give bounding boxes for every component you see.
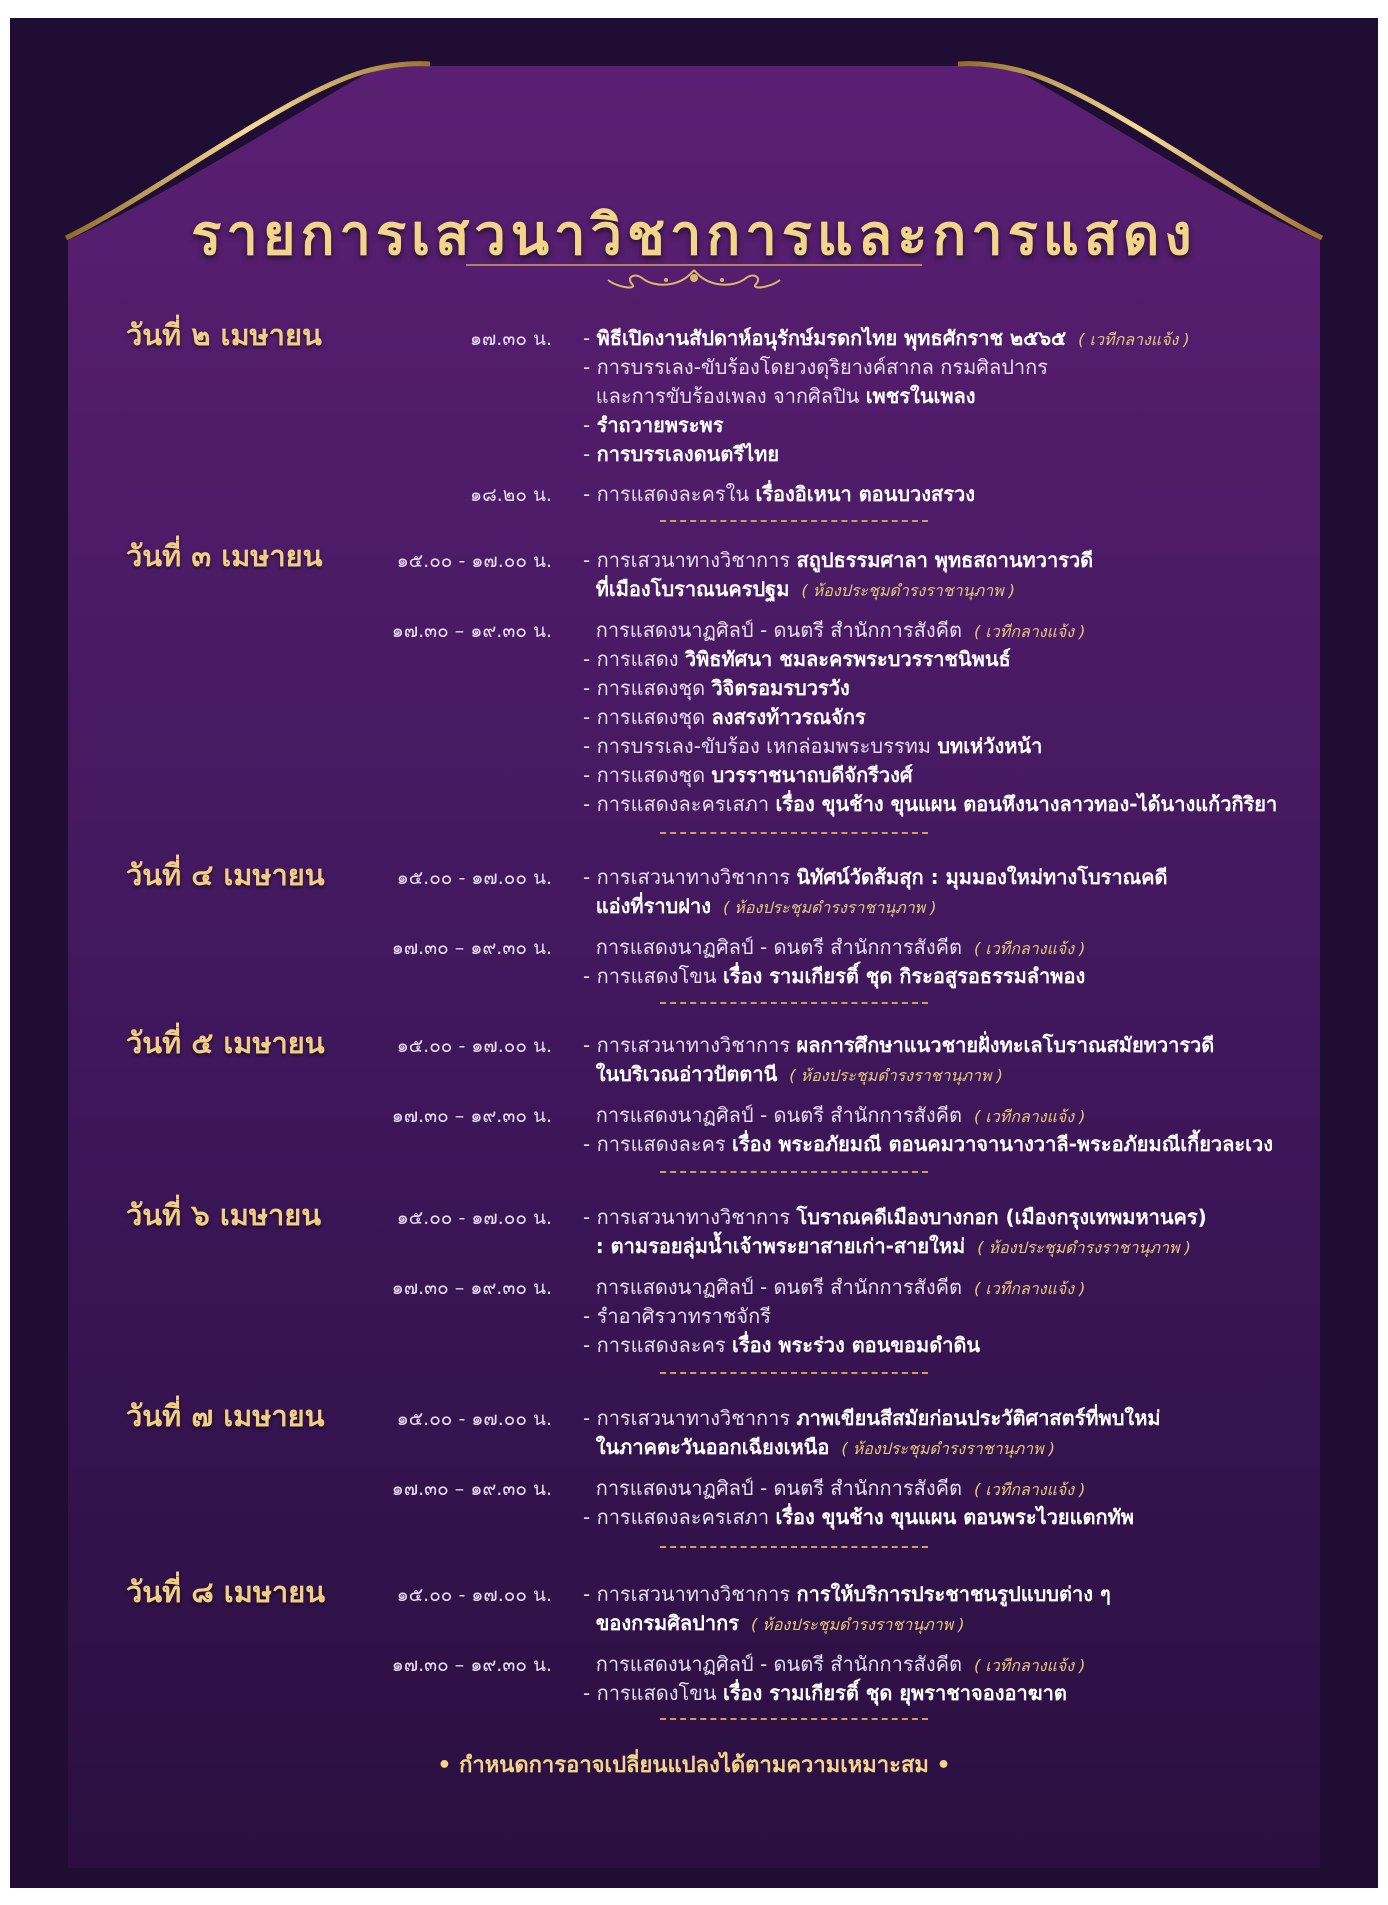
ornament-divider [466,258,922,294]
item-highlight: เรื่อง รามเกียรติ์ ชุด กิระอสูรอธรรมลำพอง [722,964,1086,988]
item-text: การเสวนาทางวิชาการ [596,1205,791,1229]
item-text: การเสวนาทางวิชาการ [596,548,791,572]
item-bullet: - [583,1333,597,1357]
item-bullet: - [583,1582,597,1606]
program-item [583,1677,1067,1709]
item-bullet [583,1062,596,1086]
program-item [583,1230,1191,1262]
venue-label: ( ห้องประชุมดำรงราชานุภาพ ) [977,1238,1191,1257]
venue-label: ( เวทีกลางแจ้ง ) [973,1656,1086,1675]
item-bullet: - [583,865,597,889]
venue-label: ( ห้องประชุมดำรงราชานุภาพ ) [750,1615,965,1634]
item-text: การแสดงนาฏศิลป์ - ดนตรี สำนักการสังคีต [595,1652,962,1676]
dashed-separator [660,1546,928,1548]
program-item [583,643,1011,675]
program-item [583,1300,771,1332]
item-bullet [583,1611,596,1635]
item-text: การแสดงชุด [596,676,706,700]
session-time: ๑๘.๒๐ น. [470,484,552,506]
item-bullet [583,577,596,601]
item-highlight: ในบริเวณอ่าวปัตตานี [595,1062,778,1086]
item-bullet: - [583,734,597,758]
venue-label: ( ห้องประชุมดำรงราชานุภาพ ) [841,1439,1055,1458]
program-item [583,1329,980,1361]
item-text: การเสวนาทางวิชาการ [596,865,791,889]
program-item [583,1578,1111,1610]
item-highlight: เรื่อง พระอภัยมณี ตอนคมวาจานางวาลี-พระอภัยมณีเกี้ยวละเวง [732,1132,1273,1156]
item-bullet: - [583,792,597,816]
item-highlight: รำถวายพระพร [596,413,724,437]
day-heading: วันที่ ๒ เมษายน [126,318,322,352]
session-time: ๑๗.๓๐ – ๑๙.๓๐ น. [391,1478,552,1500]
day-heading: วันที่ ๔ เมษายน [126,858,325,892]
item-highlight: นิทัศน์วัดส้มสุก : มุมมองใหม่ทางโบราณคดี [796,865,1168,889]
session-time: ๑๕.๐๐ - ๑๗.๐๐ น. [396,867,552,889]
program-item [583,1201,1207,1233]
venue-label: ( เวทีกลางแจ้ง ) [973,622,1086,641]
item-text: การแสดงโขน [596,1681,717,1705]
program-item [583,1099,1085,1131]
item-highlight: ในภาคตะวันออกเฉียงเหนือ [595,1435,830,1459]
item-highlight: วิจิตรอมรบวรวัง [711,676,850,700]
item-highlight: เพชรในเพลง [865,384,976,408]
dashed-separator [660,520,928,522]
session-time: ๑๗.๓๐ น. [469,328,552,350]
item-bullet: - [583,355,597,379]
program-item [583,890,937,922]
program-item [583,1029,1214,1061]
item-bullet: - [583,1033,597,1057]
venue-label: ( เวทีกลางแจ้ง ) [1078,330,1190,349]
program-item [583,380,976,412]
item-highlight: แอ่งที่ราบฝาง [595,894,711,918]
item-bullet [583,1234,596,1258]
session-time: ๑๕.๐๐ - ๑๗.๐๐ น. [396,550,552,572]
program-item [583,1128,1273,1160]
item-bullet: - [583,482,597,506]
venue-label: ( ห้องประชุมดำรงราชานุภาพ ) [722,898,937,917]
program-item [583,1431,1055,1463]
item-text: การแสดงละครเสภา [596,1505,770,1529]
dashed-separator [660,832,928,834]
dashed-separator [660,1718,928,1720]
item-text: การเสวนาทางวิชาการ [596,1033,791,1057]
item-bullet [583,384,596,408]
item-text: การบรรเลง-ขับร้องโดยวงดุริยางค์สากล กรมศิลปากร [596,355,1048,379]
footer-note: • กำหนดการอาจเปลี่ยนแปลงได้ตามความเหมาะสม • [437,1753,951,1778]
item-text: การแสดงชุด [596,705,706,729]
item-text: การแสดงละครเสภา [596,792,770,816]
program-item [583,614,1085,646]
item-highlight: ของกรมศิลปากร [595,1611,739,1635]
item-text: การเสวนาทางวิชาการ [596,1406,791,1430]
session-time: ๑๕.๐๐ - ๑๗.๐๐ น. [396,1408,552,1430]
program-item [583,759,913,791]
item-bullet [583,618,596,642]
item-bullet: - [583,1505,597,1529]
venue-label: ( เวทีกลางแจ้ง ) [973,1107,1086,1126]
item-text: การแสดง [596,647,679,671]
day-heading: วันที่ ๕ เมษายน [126,1026,325,1060]
program-item [583,931,1085,963]
item-highlight: การให้บริการประชาชนรูปแบบต่าง ๆ [796,1582,1111,1606]
item-bullet: - [583,413,597,437]
session-time: ๑๕.๐๐ - ๑๗.๐๐ น. [396,1207,552,1229]
day-heading: วันที่ ๓ เมษายน [126,539,323,573]
program-item [583,351,1048,383]
item-text: การบรรเลง-ขับร้อง เหกล่อมพระบรรทม [596,734,931,758]
program-item [583,1607,965,1639]
program-item [583,1402,1161,1434]
day-heading: วันที่ ๖ เมษายน [126,1198,322,1232]
session-time: ๑๕.๐๐ - ๑๗.๐๐ น. [396,1584,552,1606]
item-text: การแสดงละคร [596,1333,726,1357]
item-bullet: - [583,1406,597,1430]
item-bullet [583,1435,596,1459]
program-item [583,960,1085,992]
program-item [583,1648,1085,1680]
program-item [583,409,723,441]
program-item [583,672,850,704]
program-item [583,730,1042,762]
item-highlight: ลงสรงท้าวรณจักร [711,705,866,729]
item-bullet: - [583,326,597,350]
item-bullet: - [583,1205,597,1229]
item-text: และการขับร้องเพลง จากศิลปิน [595,384,860,408]
venue-label: ( เวทีกลางแจ้ง ) [973,1480,1086,1499]
session-time: ๑๗.๓๐ – ๑๙.๓๐ น. [391,620,552,642]
program-item [583,1058,1003,1090]
item-highlight: ภาพเขียนสีสมัยก่อนประวัติศาสตร์ที่พบใหม่ [796,1406,1161,1430]
venue-label: ( เวทีกลางแจ้ง ) [973,939,1086,958]
session-time: ๑๗.๓๐ – ๑๙.๓๐ น. [391,1654,552,1676]
program-item [583,573,1015,605]
program-item [583,788,1277,820]
item-highlight: บทเห่วังหน้า [937,734,1043,758]
item-text: การแสดงนาฏศิลป์ - ดนตรี สำนักการสังคีต [595,1476,962,1500]
program-item [583,861,1168,893]
item-highlight: เรื่อง ขุนช้าง ขุนแผน ตอนหึงนางลาวทอง-ได้นางแก้วกิริยา [775,792,1278,816]
item-highlight: พิธีเปิดงานสัปดาห์อนุรักษ์มรดกไทย พุทธศักราช ๒๕๖๕ [596,326,1067,350]
program-item [583,544,1093,576]
item-highlight: วิพิธทัศนา ชมละครพระบวรราชนิพนธ์ [684,647,1011,671]
item-text: การแสดงนาฏศิลป์ - ดนตรี สำนักการสังคีต [595,1275,962,1299]
item-bullet: - [583,676,597,700]
day-heading: วันที่ ๗ เมษายน [126,1399,325,1433]
item-highlight: บวรราชนาถบดีจักรีวงศ์ [711,763,913,787]
item-highlight: ที่เมืองโบราณนครปฐม [595,577,790,601]
item-bullet [583,1103,596,1127]
program-item [583,322,1190,354]
program-item [583,478,975,510]
item-bullet [583,894,596,918]
item-text: การแสดงละครใน [596,482,750,506]
page-title: รายการเสวนาวิชาการและการแสดง [191,202,1197,268]
venue-label: ( ห้องประชุมดำรงราชานุภาพ ) [801,581,1015,600]
session-time: ๑๗.๓๐ – ๑๙.๓๐ น. [391,1277,552,1299]
item-bullet: - [583,1304,597,1328]
venue-label: ( ห้องประชุมดำรงราชานุภาพ ) [789,1066,1003,1085]
item-text: การแสดงนาฏศิลป์ - ดนตรี สำนักการสังคีต [595,935,962,959]
item-highlight: การบรรเลงดนตรีไทย [596,442,780,466]
item-highlight: โบราณคดีเมืองบางกอก (เมืองกรุงเทพมหานคร) [796,1205,1207,1229]
item-bullet [583,1275,596,1299]
item-highlight: : ตามรอยลุ่มน้ำเจ้าพระยาสายเก่า-สายใหม่ [595,1234,966,1258]
item-highlight: สถูปธรรมศาลา พุทธสถานทวารวดี [796,548,1094,572]
session-time: ๑๕.๐๐ - ๑๗.๐๐ น. [396,1035,552,1057]
item-text: การแสดงนาฏศิลป์ - ดนตรี สำนักการสังคีต [595,618,962,642]
item-bullet: - [583,442,597,466]
item-highlight: เรื่อง พระร่วง ตอนขอมดำดิน [732,1333,981,1357]
item-text: การแสดงชุด [596,763,706,787]
program-item [583,1501,1134,1533]
program-item [583,1472,1085,1504]
program-item [583,1271,1085,1303]
item-highlight: เรื่องอิเหนา ตอนบวงสรวง [755,482,975,506]
item-highlight: เรื่อง รามเกียรติ์ ชุด ยุพราชาจองอาฆาต [722,1681,1067,1705]
session-time: ๑๗.๓๐ – ๑๙.๓๐ น. [391,937,552,959]
item-bullet: - [583,1132,597,1156]
item-text: การแสดงนาฏศิลป์ - ดนตรี สำนักการสังคีต [595,1103,962,1127]
item-bullet [583,1476,596,1500]
item-text: รำอาศิรวาทราชจักรี [596,1304,771,1328]
item-text: การแสดงโขน [596,964,717,988]
item-bullet: - [583,964,597,988]
dashed-separator [660,1002,928,1004]
dashed-separator [660,1171,928,1173]
venue-label: ( เวทีกลางแจ้ง ) [973,1279,1086,1298]
item-bullet [583,1652,596,1676]
program-item [583,438,779,470]
item-text: การเสวนาทางวิชาการ [596,1582,791,1606]
item-bullet: - [583,647,597,671]
day-heading: วันที่ ๘ เมษายน [126,1575,326,1609]
item-highlight: ผลการศึกษาแนวชายฝั่งทะเลโบราณสมัยทวารวดี [796,1033,1215,1057]
item-bullet: - [583,763,597,787]
item-bullet: - [583,705,597,729]
item-bullet: - [583,548,597,572]
item-bullet [583,935,596,959]
item-bullet: - [583,1681,597,1705]
item-highlight: เรื่อง ขุนช้าง ขุนแผน ตอนพระไวยแตกทัพ [775,1505,1134,1529]
dashed-separator [660,1372,928,1374]
program-item [583,701,866,733]
session-time: ๑๗.๓๐ – ๑๙.๓๐ น. [391,1105,552,1127]
item-text: การแสดงละคร [596,1132,726,1156]
